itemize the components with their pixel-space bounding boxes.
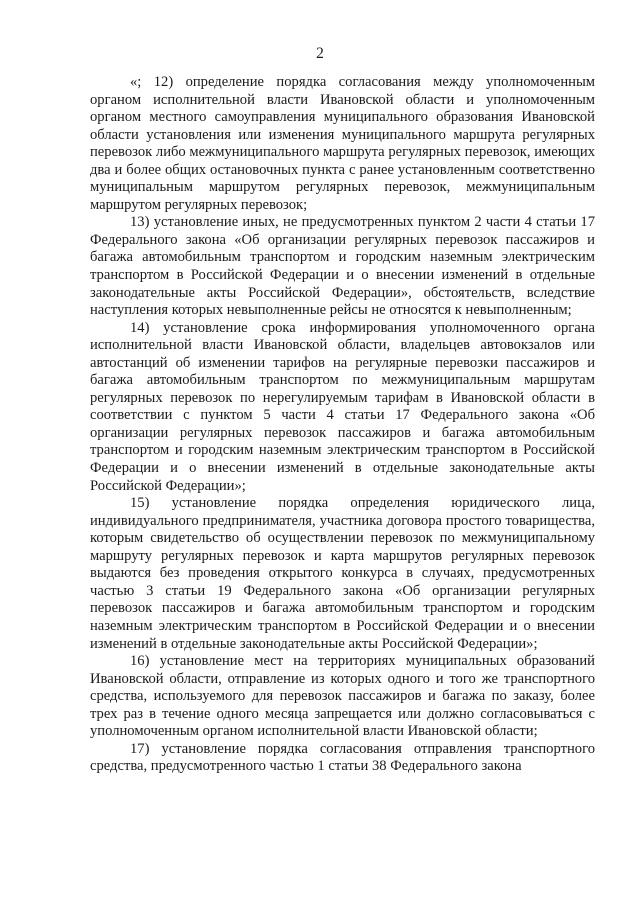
page-number: 2 (316, 45, 324, 62)
paragraph-item-14: 14) установление срока информирования уполномоченного органа исполнительной власти Ивановской области, владельцев автовокзалов или автостанций об изменении тарифов на регулярные перевозки пассажиров и багажа автомобильным транспортом по межмуниципальным маршрутам регулярных перевозок по нерегулируемым тарифам в Ивановской области в соответствии с пунктом 5 части 4 статьи 17 Федерального закона «Об организации регулярных перевозок пассажиров и багажа автомобильным транспортом и городским наземным электрическим транспортом в Российской Федерации и о внесении изменений в отдельные законодательные акты Российской Федерации»; (90, 319, 595, 494)
paragraph-item-16: 16) установление мест на территориях муниципальных образований Ивановской области, отправление из которых одного и того же транспортного средства, используемого для перевозок пассажиров и багажа по заказу, более трех раз в течение одного месяца запрещается или должно согласовываться с уполномоченным органом исполнительной власти Ивановской области; (90, 653, 595, 740)
paragraph-item-17: 17) установление порядка согласования отправления транспортного средства, предусмотренного частью 1 статьи 38 Федерального закона (90, 740, 595, 775)
document-body (90, 74, 595, 776)
paragraph-item-13: 13) установление иных, не предусмотренных пунктом 2 части 4 статьи 17 Федерального закона «Об организации регулярных перевозок пассажиров и багажа автомобильным транспортом и городским наземным электрическим транспортом в Российской Федерации и о внесении изменений в отдельные законодательные акты Российской Федерации», обстоятельств, вследствие наступления которых невыполненные рейсы не относятся к невыполненным; (90, 214, 595, 319)
paragraph-item-12: «; 12) определение порядка согласования между уполномоченным органом исполнительной власти Ивановской области и уполномоченным органом местного самоуправления муниципального образования Ивановской области установления или изменения муниципального маршрута регулярных перевозок либо межмуниципального маршрута регулярных перевозок, имеющих два и более общих остановочных пункта с ранее установленным соответственно муниципальным маршрутом регулярных перевозок, межмуниципальным маршрутом регулярных перевозок; (90, 74, 595, 213)
paragraph-item-15: 15) установление порядка определения юридического лица, индивидуального предпринимателя, участника договора простого товарищества, которым свидетельство об осуществлении перевозок по межмуниципальному маршруту регулярных перевозок и карта маршрутов регулярных перевозок выдаются без проведения открытого конкурса в случаях, предусмотренных частью 3 статьи 19 Федерального закона «Об организации регулярных перевозок пассажиров и багажа автомобильным транспортом и городским наземным электрическим транспортом в Российской Федерации и о внесении изменений в отдельные законодательные акты Российской Федерации»; (90, 495, 595, 652)
